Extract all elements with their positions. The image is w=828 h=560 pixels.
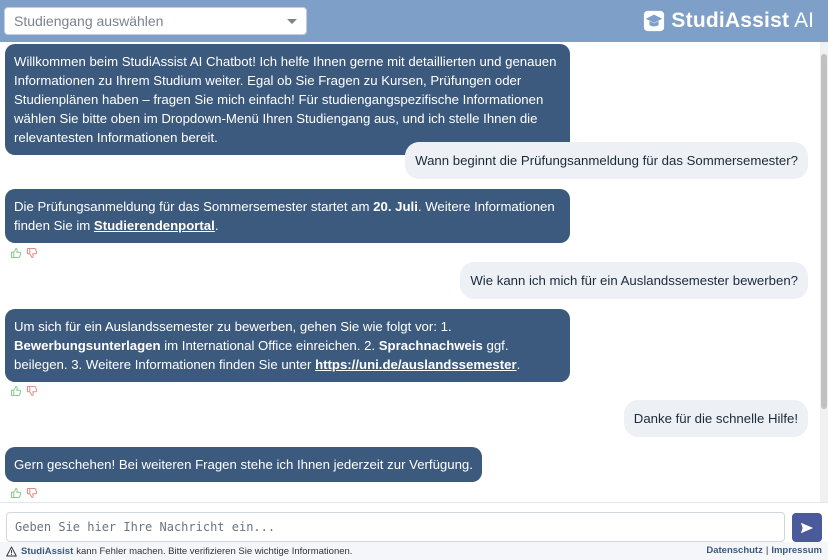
thumb-down-icon[interactable] [26,247,38,259]
thumb-up-icon[interactable] [10,247,22,259]
brand-name: StudiAssist [671,9,790,32]
chat-scrollbar-thumb[interactable] [821,54,827,409]
imprint-link[interactable]: Impressum [771,545,822,556]
bot-message-bold: 20. Juli [373,199,418,214]
brand-suffix: AI [794,9,814,32]
user-message [405,142,808,179]
header [0,0,828,42]
user-message-text: Wann beginnt die Prüfungsanmeldung für das Sommersemester? [415,153,798,168]
message-input[interactable] [6,512,785,542]
studierendenportal-link[interactable]: Studierendenportal [93,218,215,233]
footer-links [706,545,822,556]
bot-message-text: Die Prüfungsanmeldung für das Sommersemester startet am [14,199,374,214]
bot-message-text: ggf. beilegen. 3. Weitere Informationen finden Sie unter [14,338,509,372]
bot-message-text: . [214,218,219,233]
thumb-down-icon[interactable] [26,385,38,397]
footer-separator: | [765,545,769,556]
bot-message-text: Willkommen beim StudiAssist AI Chatbot! Ich helfe Ihnen gerne mit detaillierten und genauen Informationen zu Ihrem Studium weiter. Egal ob Sie Fragen zu Kursen, Prüfungen oder Studienplänen haben – fragen Sie mich einfach! Für studiengangspezifische Informationen wählen Sie bitte oben im Dropdown-Menü Ihren Studiengang aus, und ich stelle Ihnen die relevantesten Informationen bereit. [14,54,557,145]
warning-icon [6,546,17,557]
bot-message [5,44,570,155]
thumb-down-icon[interactable] [26,487,38,499]
footer [0,542,828,560]
brand [643,8,814,34]
auslandssemester-link[interactable]: https://uni.de/auslandssemester [315,357,517,372]
bot-message-bold: Bewerbungsunterlagen [14,338,161,353]
chevron-down-icon [287,19,297,24]
bot-message-text: Um sich für ein Auslandssemester zu bewerben, gehen Sie wie folgt vor: 1. [14,319,452,334]
bot-message [5,189,570,243]
user-message [460,262,808,299]
bot-message [5,309,570,382]
bot-message [5,447,482,482]
user-message-text: Wie kann ich mich für ein Auslandssemester bewerben? [470,273,798,288]
user-message [624,400,808,437]
bot-message-text: Gern geschehen! Bei weiteren Fragen stehe ich Ihnen jederzeit zur Verfügung. [14,457,473,472]
bot-message-text: . [516,357,521,372]
bot-message-text: . Weitere Informationen finden Sie im [14,199,555,233]
footer-disclaimer: kann Fehler machen. Bitte verifizieren Sie wichtige Informationen. [76,545,353,557]
user-message-text: Danke für die schnelle Hilfe! [633,411,798,426]
privacy-link[interactable]: Datenschutz [706,545,763,556]
thumb-up-icon[interactable] [10,487,22,499]
chat-scrollbar[interactable] [820,42,828,502]
bot-message-bold: Sprachnachweis [378,338,483,353]
feedback-buttons [10,247,38,259]
chat-history[interactable] [0,42,820,502]
feedback-buttons [10,385,38,397]
bot-message-text: im International Office einreichen. 2. [160,338,379,353]
footer-brand: StudiAssist [21,545,74,557]
message-composer [0,502,828,542]
study-program-select-placeholder: Studiengang auswählen [14,13,164,29]
thumb-up-icon[interactable] [10,385,22,397]
feedback-buttons [10,487,38,499]
send-button[interactable] [792,513,822,542]
graduation-cap-logo-icon [643,10,665,32]
study-program-select[interactable] [4,7,307,35]
send-arrow-icon [800,521,814,535]
